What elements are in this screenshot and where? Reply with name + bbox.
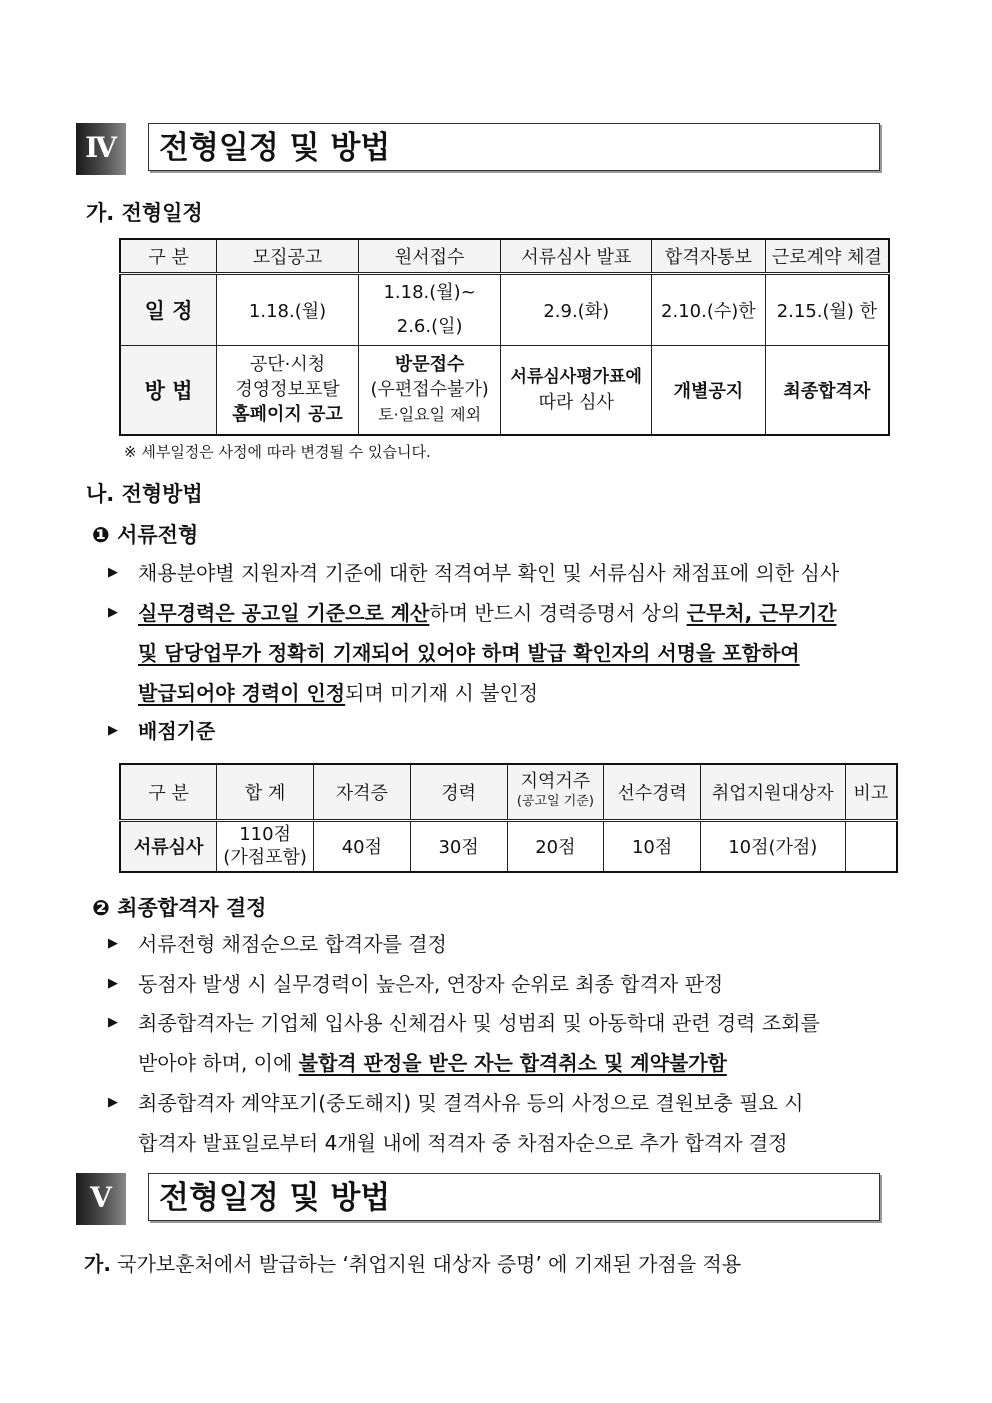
table-cell xyxy=(358,345,501,435)
table-cell xyxy=(217,820,314,872)
step-1-heading: ❶ 서류전형 xyxy=(92,523,199,547)
table-cell: 20점 xyxy=(507,820,604,872)
header-cell: 근로계약 체결 xyxy=(765,239,889,273)
header-cell: 합 계 xyxy=(217,764,314,820)
table-header-row xyxy=(120,764,897,820)
section-title: 전형일정 및 방법 xyxy=(148,123,880,171)
table-row xyxy=(120,273,889,345)
cell-line: 1.18.(월)~ xyxy=(383,281,476,303)
table-cell: 1.18.(월) xyxy=(217,273,359,345)
list-item-text: 서류전형 채점순으로 합격자를 결정 xyxy=(138,932,447,956)
list-item-text xyxy=(138,1083,928,1163)
row-label: 서류심사 xyxy=(120,820,217,872)
section-title: 전형일정 및 방법 xyxy=(148,1173,880,1221)
table-cell: 개별공지 xyxy=(652,345,766,435)
header-cell xyxy=(507,764,604,820)
emphasis-text: 발급되어야 경력이 인정 xyxy=(138,681,346,705)
cell-line: 방문접수 xyxy=(394,354,465,376)
header-cell: 경력 xyxy=(410,764,507,820)
text-line: 최종합격자 계약포기(중도해지) 및 결격사유 등의 사정으로 결원보충 필요 시 xyxy=(138,1091,804,1115)
table-cell xyxy=(845,820,897,872)
bullet-triangle-icon: ▶ xyxy=(108,605,118,620)
table-cell: 40점 xyxy=(314,820,411,872)
table-cell: 최종합격자 xyxy=(765,345,889,435)
section-number: Ⅴ xyxy=(76,1173,126,1225)
bullet-triangle-icon: ▶ xyxy=(108,1095,118,1110)
cell-line: (우편접수불가) xyxy=(370,379,489,401)
cell-line: 지역거주 xyxy=(520,770,591,792)
section-5-item xyxy=(84,1248,741,1277)
table-cell: 2.15.(월) 한 xyxy=(765,273,889,345)
table-cell: 10점 xyxy=(604,820,701,872)
subheading-schedule: 가. 전형일정 xyxy=(86,201,203,225)
list-item-text: 동점자 발생 시 실무경력이 높은자, 연장자 순위로 최종 합격자 판정 xyxy=(138,972,724,996)
subheading-method: 나. 전형방법 xyxy=(86,482,203,506)
cell-line: 2.6.(일) xyxy=(396,315,463,337)
header-cell: 자격증 xyxy=(314,764,411,820)
cell-line: 홈페이지 공고 xyxy=(232,404,343,426)
emphasis-text: 불합격 판정을 받은 자는 합격취소 및 계약불가함 xyxy=(298,1051,727,1075)
list-item-text: 채용분야별 지원자격 기준에 대한 적격여부 확인 및 서류심사 채점표에 의한 심사 xyxy=(138,561,840,585)
cell-line: 110점 xyxy=(239,824,291,846)
table-cell: 2.9.(화) xyxy=(501,273,652,345)
row-label: 일 정 xyxy=(120,273,217,345)
table-cell xyxy=(358,273,501,345)
header-cell: 원서접수 xyxy=(358,239,501,273)
text-line: 최종합격자는 기업체 입사용 신체검사 및 성범죄 및 아동학대 관련 경력 조회를 xyxy=(138,1011,820,1035)
bullet-triangle-icon: ▶ xyxy=(108,723,118,738)
cell-line: 토·일요일 제외 xyxy=(378,405,482,425)
item-label: 가. xyxy=(84,1252,111,1276)
section-4-header xyxy=(76,123,882,175)
header-cell: 구 분 xyxy=(120,239,217,273)
table-row xyxy=(120,345,889,435)
emphasis-text: 근무처, 근무기간 xyxy=(686,601,837,625)
table-cell: 10점(가점) xyxy=(701,820,846,872)
schedule-table xyxy=(119,238,890,436)
cell-line: 서류심사평가표에 xyxy=(510,366,642,387)
bullet-triangle-icon: ▶ xyxy=(108,976,118,991)
section-number: Ⅳ xyxy=(76,123,126,175)
header-cell: 합격자통보 xyxy=(652,239,766,273)
item-text: 국가보훈처에서 발급하는 ‘취업지원 대상자 증명’ 에 기재된 가점을 적용 xyxy=(110,1252,742,1276)
step-2-heading: ❷ 최종합격자 결정 xyxy=(92,896,267,920)
bullet-triangle-icon: ▶ xyxy=(108,936,118,951)
list-item xyxy=(108,593,928,713)
schedule-note: ※ 세부일정은 사정에 따라 변경될 수 있습니다. xyxy=(124,443,431,461)
header-cell: 모집공고 xyxy=(217,239,359,273)
cell-line: 공단·시청 xyxy=(249,354,326,376)
list-item-text: 배점기준 xyxy=(138,719,216,743)
normal-text: 되며 미기재 시 불인정 xyxy=(345,681,539,705)
table-cell: 30점 xyxy=(410,820,507,872)
header-cell: 취업지원대상자 xyxy=(701,764,846,820)
header-cell: 서류심사 발표 xyxy=(501,239,652,273)
cell-line: (가점포함) xyxy=(223,847,307,869)
header-cell: 비고 xyxy=(845,764,897,820)
cell-line: (공고일 기준) xyxy=(516,793,594,809)
bullet-triangle-icon: ▶ xyxy=(108,565,118,580)
table-cell xyxy=(217,345,359,435)
bullet-triangle-icon: ▶ xyxy=(108,1015,118,1030)
row-label: 방 법 xyxy=(120,345,217,435)
score-table xyxy=(119,763,898,873)
section-5-header xyxy=(76,1173,882,1225)
cell-line: 따라 심사 xyxy=(538,391,614,413)
table-row xyxy=(120,820,897,872)
cell-line: 경영정보포탈 xyxy=(235,379,340,401)
list-item-text xyxy=(138,593,928,713)
text-line: 합격자 발표일로부터 4개월 내에 적격자 중 차점자순으로 추가 합격자 결정 xyxy=(138,1131,788,1155)
list-item-text xyxy=(138,1003,928,1083)
header-cell: 선수경력 xyxy=(604,764,701,820)
header-cell: 구 분 xyxy=(120,764,217,820)
normal-text: 하며 반드시 경력증명서 상의 xyxy=(429,601,687,625)
emphasis-text: 및 담당업무가 정확히 기재되어 있어야 하며 발급 확인자의 서명을 포함하여 xyxy=(138,641,800,665)
table-cell: 2.10.(수)한 xyxy=(652,273,766,345)
table-cell xyxy=(501,345,652,435)
normal-text: 받아야 하며, 이에 xyxy=(138,1051,299,1075)
emphasis-text: 실무경력은 공고일 기준으로 계산 xyxy=(138,601,430,625)
table-header-row xyxy=(120,239,889,273)
